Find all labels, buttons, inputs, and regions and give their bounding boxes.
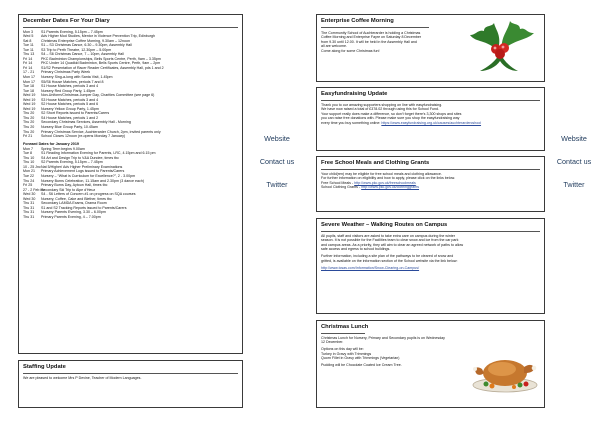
diary-date: Wed 19 <box>23 106 36 111</box>
meals-link-label: Free School Meals - <box>321 180 354 185</box>
diary-date: Mon 7 <box>23 146 33 151</box>
meals-link-row <box>321 185 540 190</box>
diary-event: S1 and S2 Tracking Reports issued to Parents/Carers <box>41 205 127 210</box>
diary-event: Christmas Enterprise Coffee Morning, 9.30am – 12noon <box>41 38 131 43</box>
diary-date: Fri 21 <box>23 134 33 139</box>
diary-event: S1/S2 Presentation of Racer Reader Certificates, Assembly Hall, pds 1 and 2 <box>41 65 164 70</box>
diary-event: PKC Under 14 Quadkid Badminton, Bells Sports Centre, Perth, 9am – 2pm <box>41 61 161 66</box>
diary-date: Thu 24 <box>23 178 35 183</box>
weather-line: safe access and egress to school buildings. <box>321 247 391 251</box>
diary-event: S1 Reading Information Evening for Parents, LRC, 4.15pm and 6.15 pm <box>41 151 156 156</box>
diary-date: Tue 22 <box>23 174 35 178</box>
divider <box>321 27 429 28</box>
staffing-title: Staffing Update <box>23 364 66 370</box>
diary-event: S4 - S6 Letters of Concern #1 on progress on SQA courses <box>41 192 136 197</box>
weather-link[interactable]: http://www.tcsas.com/Information/Snow-Clearing-on-Campus/ <box>321 265 420 270</box>
diary-date: Wed 19 <box>23 102 36 107</box>
diary-date: 27 - 2 Feb inc <box>23 187 45 192</box>
diary-event: Nat 5/Higher/ Adv Higher Preliminary Examinations <box>41 164 123 169</box>
weather-panel <box>316 218 545 314</box>
coffee-line: from 9.30 until 12.00. It will be held in the Assembly Hall and <box>321 39 417 44</box>
diary-date: Wed 5 <box>23 34 34 39</box>
diary-event: Primary Christmas Service, Auchterarder Church, 2pm, invited parents only <box>41 129 161 134</box>
coffee-line: all are welcome. <box>321 44 347 48</box>
diary-date: Tue 11 <box>23 47 34 52</box>
diary-event: S3 Trip to Perth Theatre, 12.30pm – 5.00pm <box>41 47 112 52</box>
diary-event: Secondary Ski Trip to Alpe d'Heuz <box>41 187 96 192</box>
fundraising-line: every time you buy something online: <box>321 120 381 125</box>
diary-date: Thu 13 <box>23 52 35 57</box>
diary-event: S5/S6 House Matches, periods 7 and 8 <box>41 79 104 84</box>
lunch-menu-intro: Options on this day will be: <box>321 347 364 351</box>
diary-date: Sat 8 <box>23 38 32 43</box>
divider <box>321 231 540 232</box>
diary-list <box>23 30 238 139</box>
diary-date: 17 - 21 <box>23 70 35 75</box>
diary-date: Wed 30 <box>23 192 36 197</box>
diary-date: Thu 10 <box>23 160 35 165</box>
diary-date: Fri 14 <box>23 56 33 61</box>
divider <box>321 333 365 334</box>
diary-date: Mon 21 <box>23 169 35 174</box>
diary-date: Fri 25 <box>23 183 33 188</box>
diary-event: Non-Uniform/Christmas Jumper Day, Charities Committee (see page 6) <box>41 93 155 98</box>
sidebar-website-link-right[interactable]: Website <box>561 134 587 143</box>
holly-icon <box>468 21 536 73</box>
diary-event: S4 Art and Design Trip to V&A Dundee, times tbc <box>41 155 119 160</box>
meals-line: For further information on eligibility and how to apply, please click on the links below. <box>321 176 455 180</box>
diary-event: S2 Parents Evening, 5.15pm – 7.45pm <box>41 160 103 165</box>
diary-event: PKC Badminton Championships, Bells Sports Centre, Perth, 9am – 3.35pm <box>41 56 161 61</box>
staffing-text: We are pleased to welcome Mrs P Devine, Teacher of Modern Languages. <box>23 375 142 380</box>
diary-date: Tue 18 <box>23 84 35 89</box>
diary-event: Primary Christmas Party Week <box>41 70 91 75</box>
diary-event: Nursery Yellow Group Party, 1.45pm <box>41 106 99 111</box>
diary-event: S1 Parents Evening, 5.15pm – 7.45pm <box>41 29 103 34</box>
meals-link-label: School Clothing Grants - <box>321 185 361 189</box>
coffee-line: The Community School of Auchterarder is holding a Christmas <box>321 30 421 35</box>
diary-date: Thu 10 <box>23 155 35 160</box>
meals-panel <box>316 156 545 212</box>
diary-date: Thu 31 <box>23 210 35 215</box>
staffing-panel <box>18 360 243 408</box>
lunch-line: Christmas Lunch for Nursery, Primary and Secondary pupils is on Wednesday <box>321 335 445 340</box>
fundraising-line: Your support really does make a difference, so don't forget there's 3,300 shops and sites <box>321 111 462 116</box>
diary-event: S4 House Matches, periods 1 and 2 <box>41 115 99 120</box>
lunch-dessert: Pudding will be Chocolate Coated Ice Cream Tree. <box>321 363 402 367</box>
sidebar-twitter-link-right[interactable]: Twitter <box>563 180 585 189</box>
diary-date: Wed 19 <box>23 97 36 102</box>
diary-date: Mon 17 <box>23 74 35 79</box>
diary-title: December Dates For Your Diary <box>23 18 110 24</box>
divider <box>23 27 238 28</box>
diary-event: S2 Short Reports issued to Parents/Carers <box>41 111 110 116</box>
diary-date: Tue 18 <box>23 88 35 93</box>
lunch-menu-item: Turkey in Gravy with Trimmings <box>321 351 372 356</box>
lunch-title: Christmas Lunch <box>321 324 369 330</box>
fundraising-panel <box>316 87 545 151</box>
fundraising-line: Thank you to our amazing supporters shopping on line with easyfundraising. <box>321 102 443 107</box>
fundraising-last-line <box>321 121 540 126</box>
diary-event: Nursery Burns Celebration, 11.15am and 2.30pm (3 dance each) <box>41 178 145 183</box>
diary-date: Thu 31 <box>23 201 35 206</box>
diary-date: Fri 14 <box>23 65 33 70</box>
fundraising-line: you can raise free donations with. Please make sure you shop the easyfundraising way <box>321 116 460 120</box>
diary-event: S3 House Matches, periods 3 and 4 <box>41 97 99 102</box>
forward-list <box>23 147 238 220</box>
diary-date: Tue 8 <box>23 151 33 156</box>
diary-event: Nursery Sing-a-long with Santa Visit, 1.45pm <box>41 74 113 79</box>
sidebar-contact-link-left[interactable]: Contact us <box>259 157 295 166</box>
meals-line: Your child(ren) may be eligible for free school meals and clothing allowance. <box>321 171 442 176</box>
divider <box>321 169 540 170</box>
lunch-menu-item: Quorn Fillet in Gravy with Trimmings (Vegetarian) <box>321 356 400 360</box>
diary-date: Thu 20 <box>23 111 35 116</box>
weather-line: and campus areas. As a priority, they will aim to clear an agreed network of paths to allow <box>321 242 464 247</box>
weather-title: Severe Weather – Walking Routes on Campus <box>321 222 448 228</box>
fundraising-title: Easyfundraising Update <box>321 91 388 97</box>
sidebar-contact-link-right[interactable]: Contact us <box>556 157 592 166</box>
weather-line: All pupils, staff and visitors are asked to take extra care on campus during the winter <box>321 233 455 238</box>
diary-row <box>23 215 238 220</box>
weather-line: Further information, including a site plan of the pathways to be cleared of snow and <box>321 254 454 258</box>
diary-event: Primary Burns Day, Aytoun Hall, times tbc <box>41 183 108 188</box>
lunch-line: 12 December. <box>321 340 344 344</box>
diary-event: Secondary LAMDA Exams, Drama Room <box>41 201 107 206</box>
diary-date: Mon 3 <box>23 29 33 34</box>
diary-date: Mon 17 <box>23 79 35 84</box>
diary-event: Spring Term begins 9.00am <box>41 146 85 151</box>
diary-event: Nursery Blue Group Party, 10.45am <box>41 124 98 129</box>
fundraising-link[interactable]: https://www.easyfundraising.org.uk/causes/auchterardercshool <box>381 120 482 125</box>
coffee-line: Coffee Morning and Enterprise Fayre on Saturday 8 December <box>321 35 422 39</box>
diary-event: School Closes 12noon (re-opens Monday 7 January) <box>41 134 126 139</box>
diary-event: Nursery – “What is Curriculum for Excellence?”, 2 - 3.00pm <box>41 174 136 178</box>
diary-date: Thu 20 <box>23 120 35 125</box>
diary-date: Thu 31 <box>23 214 35 219</box>
coffee-line: Come along for some Christmas fun! <box>321 48 380 53</box>
clothing-grants-link[interactable]: http://www.pkc.gov.uk/clothinggrants <box>361 185 420 189</box>
diary-event: S2 House Matches, periods 5 and 6 <box>41 102 99 107</box>
sidebar-website-link-left[interactable]: Website <box>264 134 290 143</box>
diary-event: Primary Parents Evening, 4 – 7.00pm <box>41 214 101 219</box>
diary-date: Fri 14 <box>23 61 33 66</box>
diary-event: Nursery Red Group Party, 1.45pm <box>41 88 96 93</box>
diary-event: Nursery, Coffee, Cake and Blether, times tbc <box>41 196 112 201</box>
divider <box>321 100 540 101</box>
divider <box>23 373 238 374</box>
meals-title: Free School Meals and Clothing Grants <box>321 160 430 166</box>
fundraising-line: We have now raised a total of £378.02 through using this for School Fund. <box>321 107 440 111</box>
sidebar-twitter-link-left[interactable]: Twitter <box>266 180 288 189</box>
lunch-panel <box>316 320 545 408</box>
weather-line: season. It is not possible for the Facilities team to clear snow and ice from the car park <box>321 238 459 242</box>
diary-event: Nursery Parents Evening, 3.30 – 6.00pm <box>41 210 106 215</box>
diary-event: Adv Higher Mod Studies, Mentor in Violence Prevention Trip, Edinburgh <box>41 34 155 39</box>
coffee-panel <box>316 14 545 82</box>
diary-event: S1 – S3 Christmas Dance, 6.30 – 9.30pm, Assembly Hall <box>41 43 132 48</box>
diary-date: 10 - 25 Jnc <box>23 164 41 169</box>
diary-date: Tue 11 <box>23 43 34 48</box>
diary-date: Thu 31 <box>23 205 35 210</box>
weather-line: gritted, is available on the information section of the School website via the link below: <box>321 258 458 263</box>
diary-event: Primary Achievement Logs issued to Parents/Carers <box>41 169 125 174</box>
roast-turkey-icon <box>472 347 538 393</box>
diary-date: Thu 20 <box>23 115 35 120</box>
diary-event: S1 House Matches, periods 3 and 4 <box>41 84 99 89</box>
diary-date: Wed 30 <box>23 196 36 201</box>
diary-panel <box>18 14 243 354</box>
coffee-title: Enterprise Coffee Morning <box>321 18 394 24</box>
diary-row <box>23 134 238 139</box>
free-meals-link[interactable]: http://www.pkc.gov.uk/freeschoolmeals <box>354 180 416 185</box>
diary-event: S4 – S6 Christmas Dance, 7 – 10pm, Assembly Hall <box>41 52 124 57</box>
diary-date: Wed 19 <box>23 93 36 98</box>
forward-dates-title: Forward Dates for January 2019 <box>23 142 79 147</box>
diary-date: Thu 20 <box>23 124 35 129</box>
diary-event: Secondary Christmas Services, Assembly Hall - Morning <box>41 120 131 125</box>
diary-date: Thu 20 <box>23 129 35 134</box>
